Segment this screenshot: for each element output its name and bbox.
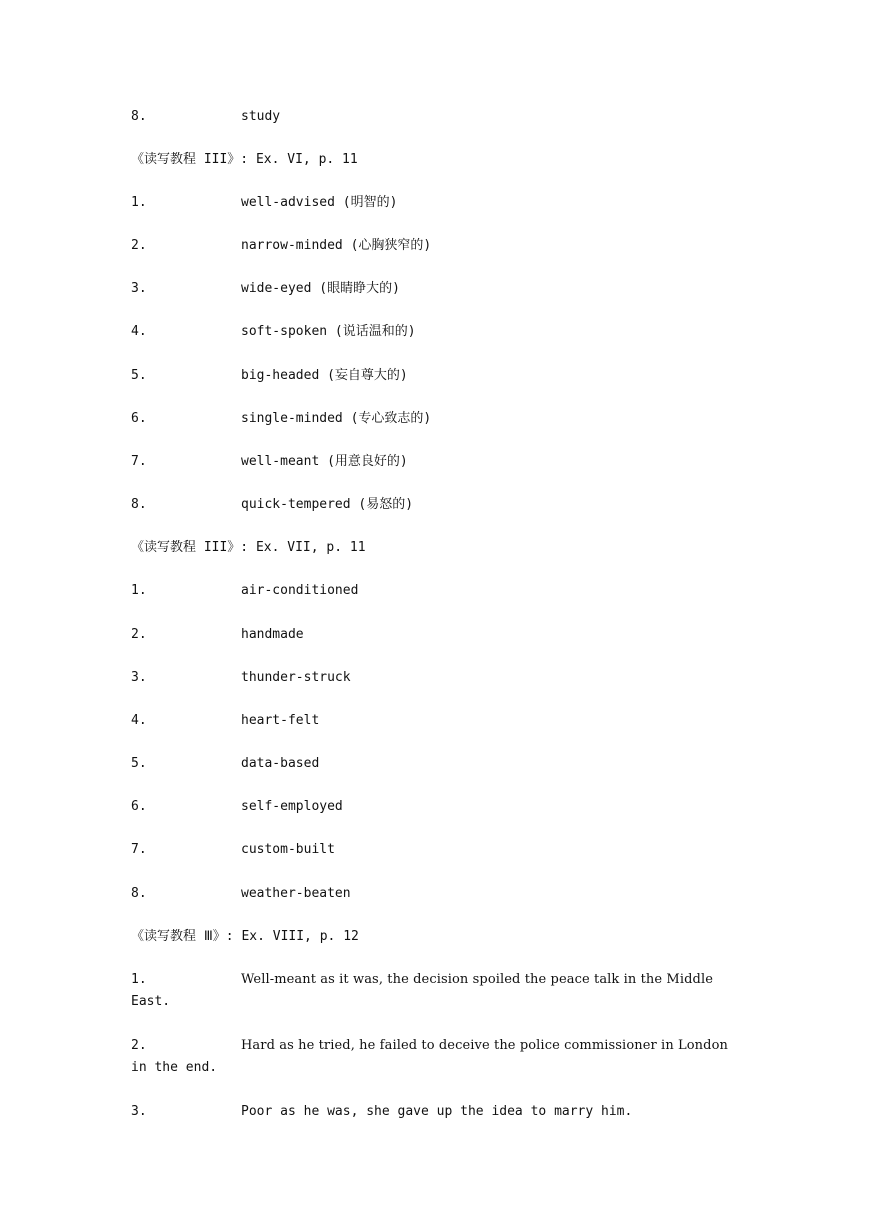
list-item-number: 6. <box>131 799 147 814</box>
list-item-number: 8. <box>131 886 147 901</box>
list-item-text: soft-spoken (说话温和的) <box>241 324 416 339</box>
list-item-text: well-advised (明智的) <box>241 195 398 210</box>
list-item-text: heart-felt <box>241 713 320 728</box>
list-item-number: 1. <box>131 972 147 987</box>
list-item-number: 8. <box>131 497 147 512</box>
list-item-text: weather-beaten <box>241 886 351 901</box>
list-item-number: 2. <box>131 1038 147 1053</box>
list-item-text: air-conditioned <box>241 583 359 598</box>
list-item-number: 3. <box>131 1104 147 1119</box>
list-item-number: 4. <box>131 324 147 339</box>
list-item-number: 8. <box>131 109 147 124</box>
list-item-continuation: East. <box>131 994 171 1009</box>
list-item-number: 6. <box>131 411 147 426</box>
list-item-text: narrow-minded (心胸狭窄的) <box>241 238 432 253</box>
list-item-text: Poor as he was, she gave up the idea to marry him. <box>241 1104 633 1119</box>
section-heading: 《读写教程 III》: Ex. VI, p. 11 <box>131 152 358 167</box>
list-item-text: quick-tempered (易怒的) <box>241 497 414 512</box>
list-item-continuation: in the end. <box>131 1060 218 1075</box>
list-item-number: 5. <box>131 368 147 383</box>
section-heading: 《读写教程 Ⅲ》: Ex. VIII, p. 12 <box>131 929 359 944</box>
list-item-text: thunder-struck <box>241 670 351 685</box>
list-item-text: single-minded (专心致志的) <box>241 411 432 426</box>
list-item-text: wide-eyed (眼睛睁大的) <box>241 281 400 296</box>
list-item-number: 5. <box>131 756 147 771</box>
list-item-text: custom-built <box>241 842 335 857</box>
list-item-number: 7. <box>131 842 147 857</box>
list-item-text: Well-meant as it was, the decision spoiled the peace talk in the Middle <box>241 972 713 987</box>
list-item-text: handmade <box>241 627 304 642</box>
list-item-number: 4. <box>131 713 147 728</box>
list-item-number: 1. <box>131 583 147 598</box>
list-item-number: 7. <box>131 454 147 469</box>
list-item-text: study <box>241 109 281 124</box>
list-item-text: Hard as he tried, he failed to deceive the police commissioner in London <box>241 1038 728 1053</box>
list-item-number: 2. <box>131 238 147 253</box>
list-item-number: 2. <box>131 627 147 642</box>
list-item-number: 3. <box>131 670 147 685</box>
list-item-text: well-meant (用意良好的) <box>241 454 408 469</box>
list-item-number: 3. <box>131 281 147 296</box>
list-item-text: self-employed <box>241 799 343 814</box>
list-item-text: data-based <box>241 756 320 771</box>
list-item-text: big-headed (妄自尊大的) <box>241 368 408 383</box>
section-heading: 《读写教程 III》: Ex. VII, p. 11 <box>131 540 366 555</box>
list-item-number: 1. <box>131 195 147 210</box>
